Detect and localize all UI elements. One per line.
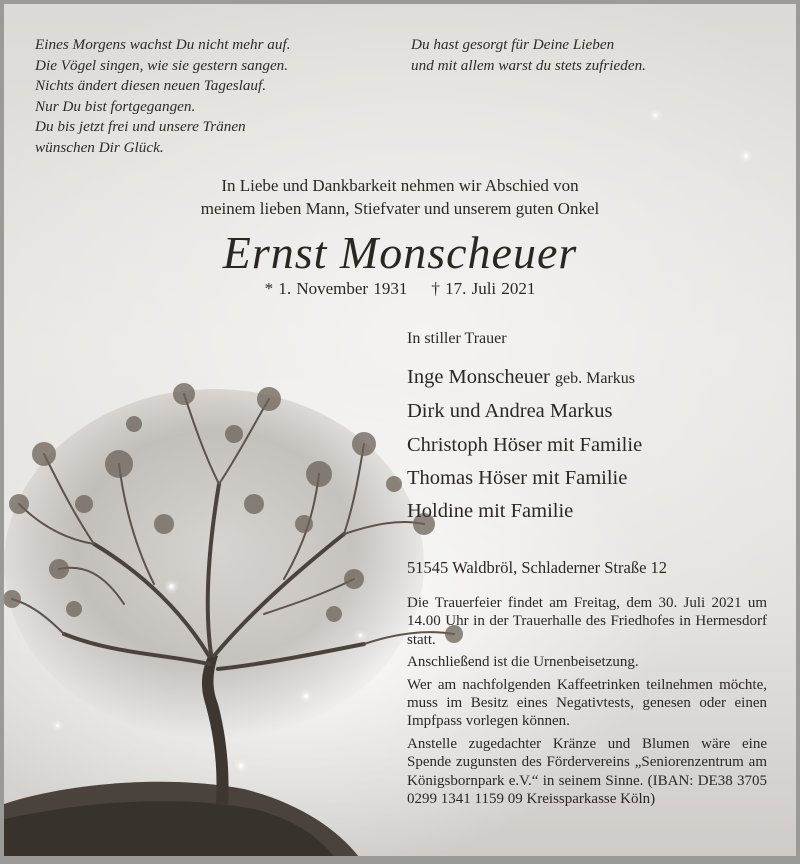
details-paragraph: Anschließend ist die Urnenbeisetzung.	[407, 654, 639, 671]
mourner-entry	[407, 361, 642, 395]
ceremony-details	[407, 594, 767, 808]
sparkle-decoration	[359, 634, 362, 637]
poem-left	[35, 35, 291, 158]
mourner-name: Christoph Höser mit Familie	[407, 433, 643, 456]
obituary-notice	[4, 4, 796, 856]
poem-line: Du bis jetzt frei und unsere Tränen	[35, 118, 246, 135]
mourner-name: Dirk und Andrea Markus	[407, 400, 613, 423]
mourning-label: In stiller Trauer	[407, 330, 507, 347]
mourner-entry	[407, 462, 642, 495]
address: 51545 Waldbröl, Schladerner Straße 12	[407, 558, 668, 577]
death-date: † 17. Juli 2021	[431, 279, 536, 298]
details-paragraph: Die Trauerfeier findet am Freitag, dem 30. Juli 2021 um 14.00 Uhr in der Trauerhalle des Friedhofes in Hermesdorf statt.	[407, 595, 767, 648]
tree-silhouette-image	[4, 364, 474, 856]
sparkle-decoration	[744, 154, 748, 158]
birth-date: * 1. November 1931	[264, 279, 408, 298]
mourner-name: Inge Monscheuer	[407, 366, 550, 388]
sparkle-decoration	[56, 724, 59, 727]
mourner-entry	[407, 395, 642, 428]
life-dates	[4, 279, 796, 299]
poem-line: Die Vögel singen, wie sie gestern sangen.	[35, 56, 289, 74]
poem-line: und mit allem warst du stets zufrieden.	[411, 56, 646, 74]
poem-line: wünschen Dir Glück.	[35, 138, 164, 156]
sparkle-decoration	[239, 764, 243, 768]
poem-right	[411, 35, 646, 76]
sparkle-decoration	[169, 584, 174, 589]
intro-line: meinem lieben Mann, Stiefvater und unserem guten Onkel	[200, 199, 600, 218]
poem-line: Nichts ändert diesen neuen Tageslauf.	[35, 77, 267, 94]
poem-line: Eines Morgens wachst Du nicht mehr auf.	[35, 36, 291, 53]
deceased-name: Ernst Monscheuer	[222, 227, 578, 278]
poem-line: Du hast gesorgt für Deine Lieben	[411, 36, 615, 53]
mourner-name: Thomas Höser mit Familie	[407, 466, 628, 489]
mourner-note: geb. Markus	[555, 370, 635, 387]
mourner-name: Holdine mit Familie	[407, 500, 574, 523]
sparkle-decoration	[304, 694, 308, 698]
farewell-intro	[4, 174, 796, 220]
mourner-entry	[407, 495, 642, 528]
mourner-entry	[407, 429, 642, 462]
poem-line: Nur Du bist fortgegangen.	[35, 97, 196, 115]
intro-line: In Liebe und Dankbarkeit nehmen wir Abschied von	[221, 176, 579, 195]
details-paragraph: Anstelle zugedachter Kränze und Blumen wäre eine Spende zugunsten des Fördervereins „Seniorenzentrum am Königsbornpark e.V.“ in seinem Sinne. (IBAN: DE38 3705 0299 1341 1159 09 Kreissparkasse Köln)	[407, 735, 767, 808]
mourners-list	[407, 330, 642, 528]
sparkle-decoration	[654, 114, 657, 117]
details-paragraph: Wer am nachfolgenden Kaffeetrinken teilnehmen möchte, muss im Besitz eines Negativtests, genesen oder einen Impfpass vorlegen können.	[407, 676, 767, 730]
